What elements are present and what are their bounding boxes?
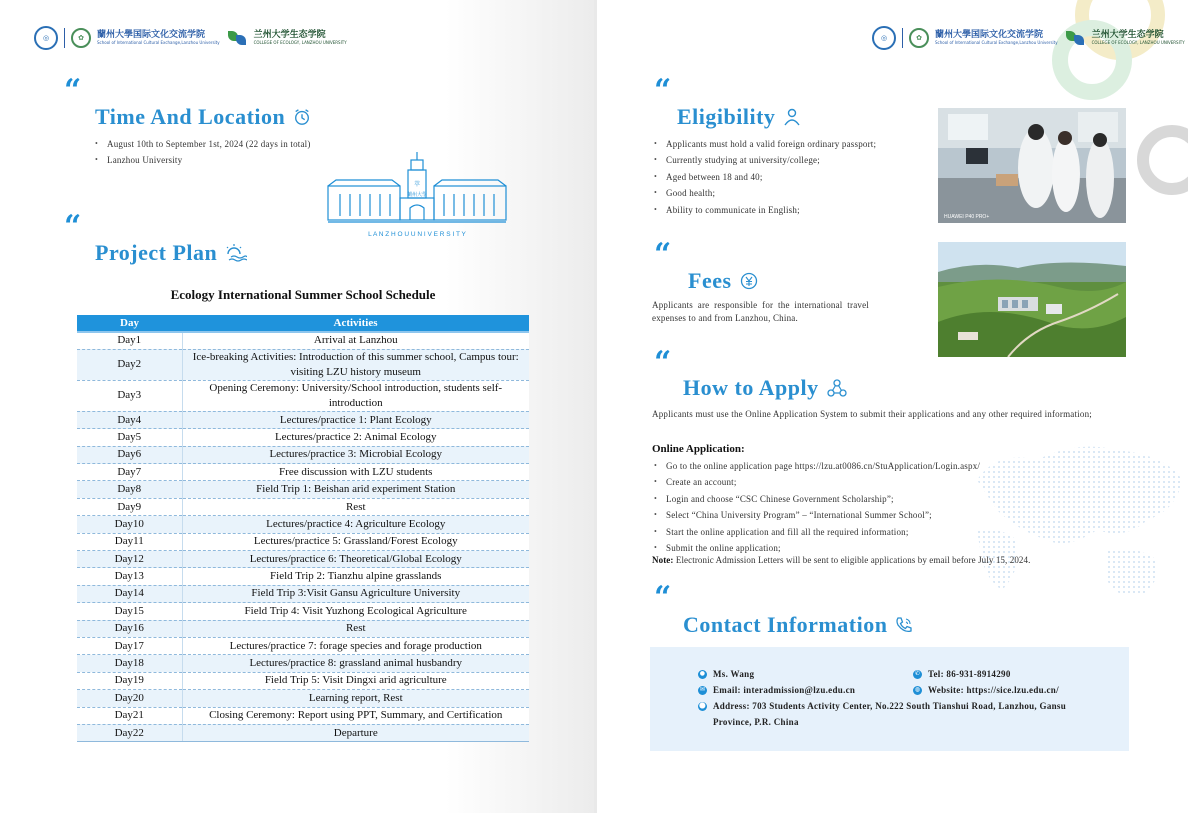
schedule-day-cell: Day12 xyxy=(77,551,182,568)
photo-watermark: HUAWEI P40 PRO+ xyxy=(944,214,990,220)
schedule-activity-cell: Field Trip 1: Beishan arid experiment Station xyxy=(182,481,529,498)
contact-email-text[interactable]: Email: interadmission@lzu.edu.cn xyxy=(713,685,856,695)
table-row xyxy=(77,516,529,533)
eligibility-title xyxy=(677,104,801,130)
list-item: • Submit the online application; xyxy=(652,540,1130,556)
table-row xyxy=(77,672,529,689)
contact-email xyxy=(698,682,855,698)
table-row xyxy=(77,585,529,602)
schedule-title: Ecology International Summer School Schedule xyxy=(170,287,436,302)
table-row xyxy=(77,568,529,585)
table-row xyxy=(77,332,529,349)
alarm-clock-icon xyxy=(293,108,311,126)
schedule-day-cell: Day8 xyxy=(77,481,182,498)
schedule-activity-cell: Closing Ceremony: Report using PPT, Summary, and Certification xyxy=(182,707,529,724)
how-to-apply-intro: Applicants must use the Online Application System to submit their applications and any other required information; xyxy=(652,409,1092,419)
quote-mark: “ xyxy=(654,345,672,380)
schedule-day-cell: Day9 xyxy=(77,498,182,515)
yuan-coin-icon xyxy=(740,272,758,290)
schedule-day-cell: Day22 xyxy=(77,724,182,741)
contact-address-text: Address: 703 Students Activity Center, No.222 South Tianshui Road, Lanzhou, Gansu Province, P.R. China xyxy=(713,701,1067,727)
admission-note xyxy=(652,555,1130,565)
logo-sice-en: School of International Cultural Exchange,Lanzhou University xyxy=(935,39,1058,45)
project-plan-title xyxy=(95,240,247,266)
list-item: • Ability to communicate in English; xyxy=(652,202,942,218)
schedule-day-cell: Day14 xyxy=(77,585,182,602)
table-row xyxy=(77,429,529,446)
schedule-activity-cell: Ice-breaking Activities: Introduction of this summer school, Campus tour: visiting LZU history museum xyxy=(182,349,529,380)
table-row xyxy=(77,690,529,707)
table-row xyxy=(77,380,529,411)
logo-ecology xyxy=(254,31,347,45)
fees-title-text: Fees xyxy=(688,268,732,293)
logo-sice-cn: 蘭州大學国际文化交流学院 xyxy=(97,30,206,41)
grassland-photo xyxy=(938,242,1126,357)
university-seal-logo: ◎ xyxy=(34,26,58,50)
schedule-day-cell: Day17 xyxy=(77,637,182,654)
note-label: Note: xyxy=(652,555,674,565)
school-seal-logo: ✿ xyxy=(909,28,929,48)
application-steps-list xyxy=(652,458,1130,556)
contact-name-text: Ms. Wang xyxy=(713,669,755,679)
schedule-day-cell: Day6 xyxy=(77,446,182,463)
how-to-apply-title xyxy=(683,375,847,401)
schedule-day-cell: Day21 xyxy=(77,707,182,724)
column-header-day: Day xyxy=(77,315,182,332)
network-icon xyxy=(827,378,847,398)
logo-divider xyxy=(902,28,903,48)
note-text: Electronic Admission Letters will be sent to eligible applications by email before July 15, 2024. xyxy=(673,555,1031,565)
list-item: • Currently studying at university/college; xyxy=(652,152,942,168)
logo-ecology-cn: 兰州大学生态学院 xyxy=(1091,30,1164,41)
logo-ecology-en: COLLEGE OF ECOLOGY, LANZHOU UNIVERSITY xyxy=(253,39,347,45)
schedule-activity-cell: Field Trip 3:Visit Gansu Agriculture University xyxy=(182,585,529,602)
schedule-day-cell: Day16 xyxy=(77,620,182,637)
project-plan-title-text: Project Plan xyxy=(95,240,218,265)
schedule-activity-cell: Opening Ceremony: University/School introduction, students self-introduction xyxy=(182,380,529,411)
decorative-ring xyxy=(1137,125,1188,195)
location-pin-icon: ⬤ xyxy=(698,702,706,709)
campus-caption: L A N Z H O U U N I V E R S I T Y xyxy=(368,231,466,238)
column-header-activities: Activities xyxy=(182,315,529,332)
schedule-activity-cell: Field Trip 4: Visit Yuzhong Ecological Agriculture xyxy=(182,603,529,620)
contact-box xyxy=(650,647,1129,751)
contact-website-text[interactable]: Website: https://sice.lzu.edu.cn/ xyxy=(928,685,1059,695)
list-item: • Good health; xyxy=(652,185,942,201)
schedule-day-cell: Day15 xyxy=(77,603,182,620)
schedule-activity-cell: Field Trip 5: Visit Dingxi arid agriculture xyxy=(182,672,529,689)
globe-icon: ◍ xyxy=(914,686,921,693)
schedule-activity-cell: Lectures/practice 1: Plant Ecology xyxy=(182,411,529,428)
logo-divider xyxy=(64,28,65,48)
schedule-activity-cell: Learning report, Rest xyxy=(182,690,529,707)
table-row xyxy=(77,498,529,515)
quote-mark: “ xyxy=(654,237,672,272)
table-row xyxy=(77,551,529,568)
ecology-leaf-logo xyxy=(1064,29,1086,47)
schedule-activity-cell: Free discussion with LZU students xyxy=(182,464,529,481)
schedule-activity-cell: Lectures/practice 7: forage species and forage production xyxy=(182,637,529,654)
eligibility-list xyxy=(652,136,942,218)
gate-inscription: 蘭州大學 xyxy=(406,192,428,198)
logo-ecology-cn: 兰州大学生态学院 xyxy=(253,30,326,41)
schedule-activity-cell: Field Trip 2: Tianzhu alpine grasslands xyxy=(182,568,529,585)
schedule-activity-cell: Lectures/practice 4: Agriculture Ecology xyxy=(182,516,529,533)
university-seal-logo: ◎ xyxy=(872,26,896,50)
logo-sice-en: School of International Cultural Exchange,Lanzhou University xyxy=(97,39,220,45)
table-row xyxy=(77,446,529,463)
ecology-leaf-logo xyxy=(226,29,248,47)
email-icon: ✉ xyxy=(699,686,706,693)
contact-tel xyxy=(913,666,1011,682)
waves-sun-icon xyxy=(225,244,247,262)
contact-address xyxy=(698,698,1098,730)
quote-mark: “ xyxy=(64,73,82,108)
fees-title xyxy=(688,268,758,294)
logo-ecology-en: COLLEGE OF ECOLOGY, LANZHOU UNIVERSITY xyxy=(1091,39,1185,45)
right-page xyxy=(597,0,1188,813)
lab-photo xyxy=(938,108,1126,223)
quote-mark: “ xyxy=(64,209,82,244)
table-header-row xyxy=(77,315,529,332)
list-item: • Login and choose “CSC Chinese Government Scholarship”; xyxy=(652,491,1130,507)
list-item: • Start the online application and fill all the required information; xyxy=(652,524,1130,540)
schedule-day-cell: Day3 xyxy=(77,380,182,411)
list-item[interactable]: • Go to the online application page https://lzu.at0086.cn/StuApplication/Login.aspx/ xyxy=(652,458,1130,474)
list-item: • Select “China University Program” – “International Summer School”; xyxy=(652,507,1130,523)
schedule-day-cell: Day2 xyxy=(77,349,182,380)
table-row xyxy=(77,637,529,654)
eligibility-title-text: Eligibility xyxy=(677,104,776,129)
list-item: • August 10th to September 1st, 2024 (22 days in total) xyxy=(93,136,393,152)
schedule-day-cell: Day5 xyxy=(77,429,182,446)
schedule-activity-cell: Rest xyxy=(182,498,529,515)
schedule-day-cell: Day13 xyxy=(77,568,182,585)
schedule-day-cell: Day1 xyxy=(77,332,182,349)
header-logos xyxy=(872,26,1185,50)
contact-tel-text[interactable]: Tel: 86-931-8914290 xyxy=(928,669,1011,679)
person-icon: ● xyxy=(699,670,706,677)
school-seal-logo: ✿ xyxy=(71,28,91,48)
table-row xyxy=(77,411,529,428)
contact-title xyxy=(683,612,913,638)
list-item: • Applicants must hold a valid foreign ordinary passport; xyxy=(652,136,942,152)
contact-name xyxy=(698,666,754,682)
online-application-label: Online Application: xyxy=(652,443,745,455)
table-row xyxy=(77,464,529,481)
person-icon xyxy=(783,108,801,126)
logo-ecology xyxy=(1092,31,1185,45)
phone-icon xyxy=(895,616,913,634)
logo-sice xyxy=(935,31,1058,45)
schedule-activity-cell: Lectures/practice 8: grassland animal husbandry xyxy=(182,655,529,672)
how-to-apply-title-text: How to Apply xyxy=(683,375,819,400)
table-row xyxy=(77,349,529,380)
time-location-title-text: Time And Location xyxy=(95,104,286,129)
schedule-table xyxy=(77,315,529,742)
campus-gate-illustration xyxy=(326,150,508,240)
schedule-day-cell: Day4 xyxy=(77,411,182,428)
header-logos xyxy=(34,26,347,50)
table-row xyxy=(77,655,529,672)
tower-inscription: 萃 xyxy=(413,181,421,188)
logo-sice-cn: 蘭州大學国际文化交流学院 xyxy=(935,30,1044,41)
fees-text: Applicants are responsible for the international travel expenses to and from Lanzhou, China. xyxy=(652,300,869,323)
table-row xyxy=(77,481,529,498)
schedule-activity-cell: Lectures/practice 5: Grassland/Forest Ecology xyxy=(182,533,529,550)
schedule-activity-cell: Lectures/practice 3: Microbial Ecology xyxy=(182,446,529,463)
schedule-day-cell: Day20 xyxy=(77,690,182,707)
schedule-activity-cell: Lectures/practice 2: Animal Ecology xyxy=(182,429,529,446)
contact-website xyxy=(913,682,1059,698)
schedule-activity-cell: Arrival at Lanzhou xyxy=(182,332,529,349)
schedule-day-cell: Day7 xyxy=(77,464,182,481)
table-row xyxy=(77,620,529,637)
table-row xyxy=(77,603,529,620)
list-item: • Create an account; xyxy=(652,474,1130,490)
schedule-activity-cell: Lectures/practice 6: Theoretical/Global Ecology xyxy=(182,551,529,568)
schedule-day-cell: Day18 xyxy=(77,655,182,672)
schedule-day-cell: Day11 xyxy=(77,533,182,550)
list-item: • Lanzhou University xyxy=(93,152,393,168)
logo-sice xyxy=(97,31,220,45)
list-item: • Aged between 18 and 40; xyxy=(652,169,942,185)
schedule-day-cell: Day10 xyxy=(77,516,182,533)
schedule-day-cell: Day19 xyxy=(77,672,182,689)
schedule-activity-cell: Departure xyxy=(182,724,529,741)
schedule-body xyxy=(77,332,529,742)
quote-mark: “ xyxy=(654,580,672,615)
table-row xyxy=(77,724,529,741)
phone-icon: ✆ xyxy=(914,670,921,677)
time-location-title xyxy=(95,104,311,130)
quote-mark: “ xyxy=(654,73,672,108)
schedule-activity-cell: Rest xyxy=(182,620,529,637)
contact-title-text: Contact Information xyxy=(683,612,888,637)
table-row xyxy=(77,707,529,724)
table-row xyxy=(77,533,529,550)
